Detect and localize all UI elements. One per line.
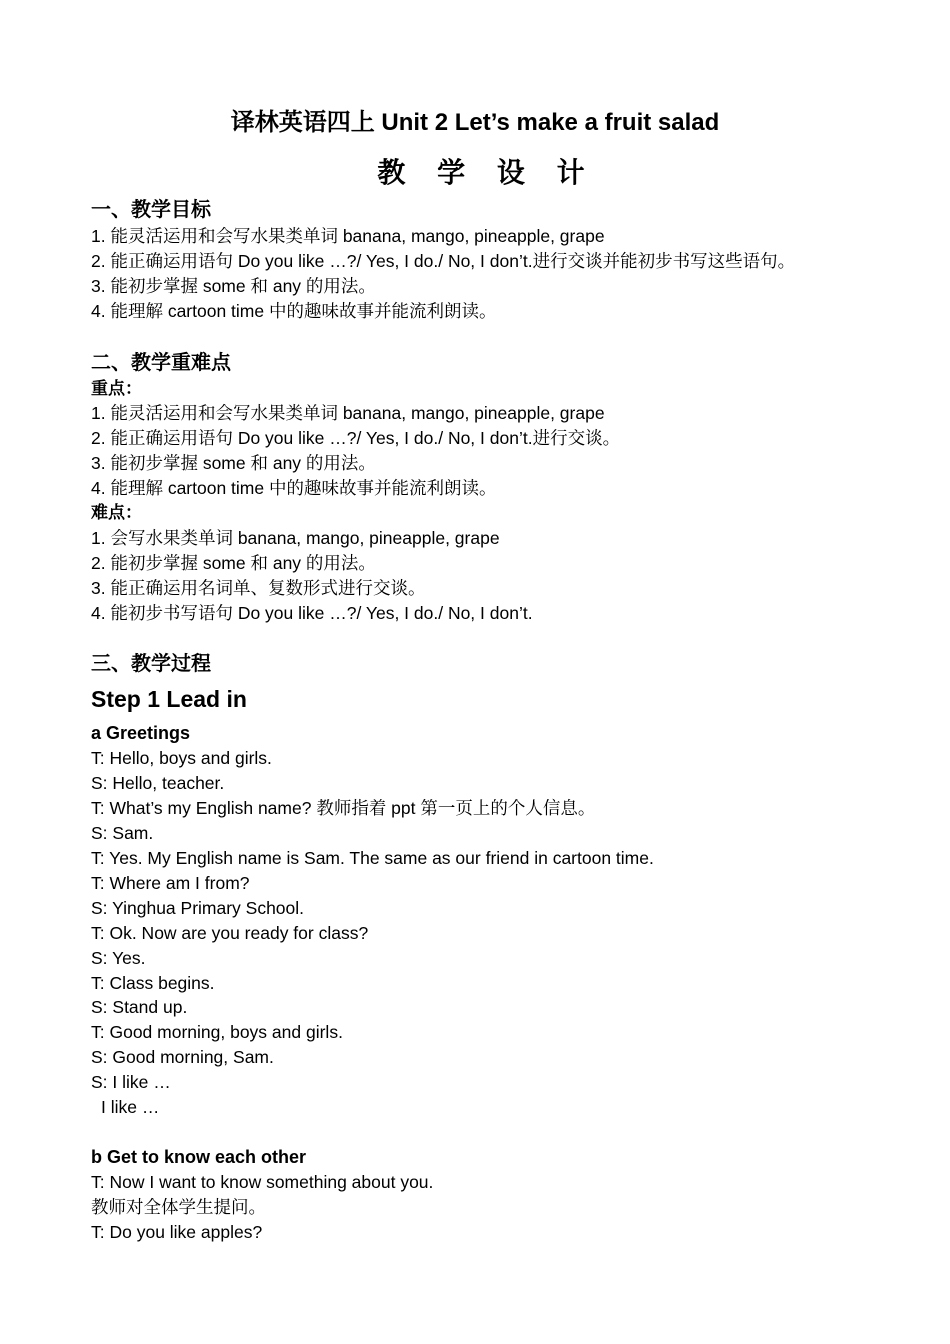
key-points-label: 重点： — [91, 378, 142, 398]
dialogue-line: S: Yes. — [91, 947, 146, 968]
dialogue-line: S: Sam. — [91, 823, 154, 844]
section-heading-objectives: 一、教学目标 — [91, 199, 211, 221]
key-point-item: 4. 能理解 cartoon time 中的趣味故事并能流利朗读。 — [91, 478, 497, 499]
key-point-item: 2. 能正确运用语句 Do you like …?/ Yes, I do./ No, I don’t.进行交谈。 — [91, 428, 621, 449]
difficult-point-item: 4. 能初步书写语句 Do you like …?/ Yes, I do./ No, I don’t. — [91, 602, 533, 623]
dialogue-line: S: Hello, teacher. — [91, 773, 225, 794]
dialogue-line: 教师对全体学生提问。 — [91, 1196, 266, 1217]
section-heading-process: 三、教学过程 — [91, 653, 211, 676]
document-title: 译林英语四上 Unit 2 Let’s make a fruit salad — [230, 109, 720, 136]
dialogue-line: T: Do you like apples? — [91, 1221, 263, 1242]
key-point-item: 3. 能初步掌握 some 和 any 的用法。 — [91, 453, 376, 474]
spacer — [91, 626, 911, 651]
difficult-points-label: 难点： — [91, 503, 142, 523]
difficult-point-item: 2. 能初步掌握 some 和 any 的用法。 — [91, 552, 376, 573]
section-heading-key-points: 二、教学重难点 — [91, 351, 231, 374]
step-title: Step 1 Lead in — [91, 686, 247, 713]
dialogue-line: S: Yinghua Primary School. — [91, 897, 305, 918]
part-heading-get-to-know: b Get to know each other — [91, 1146, 307, 1167]
dialogue-line: T: Ok. Now are you ready for class? — [91, 922, 369, 943]
dialogue-line: T: Hello, boys and girls. — [91, 748, 272, 769]
dialogue-line: T: Good morning, boys and girls. — [91, 1022, 343, 1043]
difficult-point-item: 3. 能正确运用名词单、复数形式进行交谈。 — [91, 577, 426, 598]
dialogue-line: T: Now I want to know something about you. — [91, 1171, 434, 1192]
dialogue-line: I like … — [101, 1097, 160, 1118]
objective-item: 1. 能灵活运用和会写水果类单词 banana, mango, pineapple, grape — [91, 226, 605, 246]
dialogue-line: T: Yes. My English name is Sam. The same as our friend in cartoon time. — [91, 848, 654, 868]
document-subtitle: 教 学 设 计 — [377, 157, 597, 188]
objective-item: 4. 能理解 cartoon time 中的趣味故事并能流利朗读。 — [91, 300, 497, 321]
dialogue-line: S: I like … — [91, 1072, 171, 1093]
part-heading-greetings: a Greetings — [91, 723, 191, 744]
document-body — [91, 196, 911, 1244]
dialogue-line: S: Stand up. — [91, 997, 188, 1018]
spacer — [91, 324, 911, 349]
dialogue-line: S: Good morning, Sam. — [91, 1047, 274, 1068]
difficult-point-item: 1. 会写水果类单词 banana, mango, pineapple, grape — [91, 527, 500, 548]
objective-item: 3. 能初步掌握 some 和 any 的用法。 — [91, 275, 376, 296]
dialogue-line: T: What’s my English name? 教师指着 ppt 第一页上的个人信息。 — [91, 798, 596, 819]
key-point-item: 1. 能灵活运用和会写水果类单词 banana, mango, pineapple, grape — [91, 403, 605, 424]
dialogue-line: T: Where am I from? — [91, 872, 250, 893]
objective-item: 2. 能正确运用语句 Do you like …?/ Yes, I do./ No, I don’t.进行交谈并能初步书写这些语句。 — [91, 250, 796, 271]
dialogue-line: T: Class begins. — [91, 972, 215, 993]
spacer — [91, 1120, 911, 1145]
